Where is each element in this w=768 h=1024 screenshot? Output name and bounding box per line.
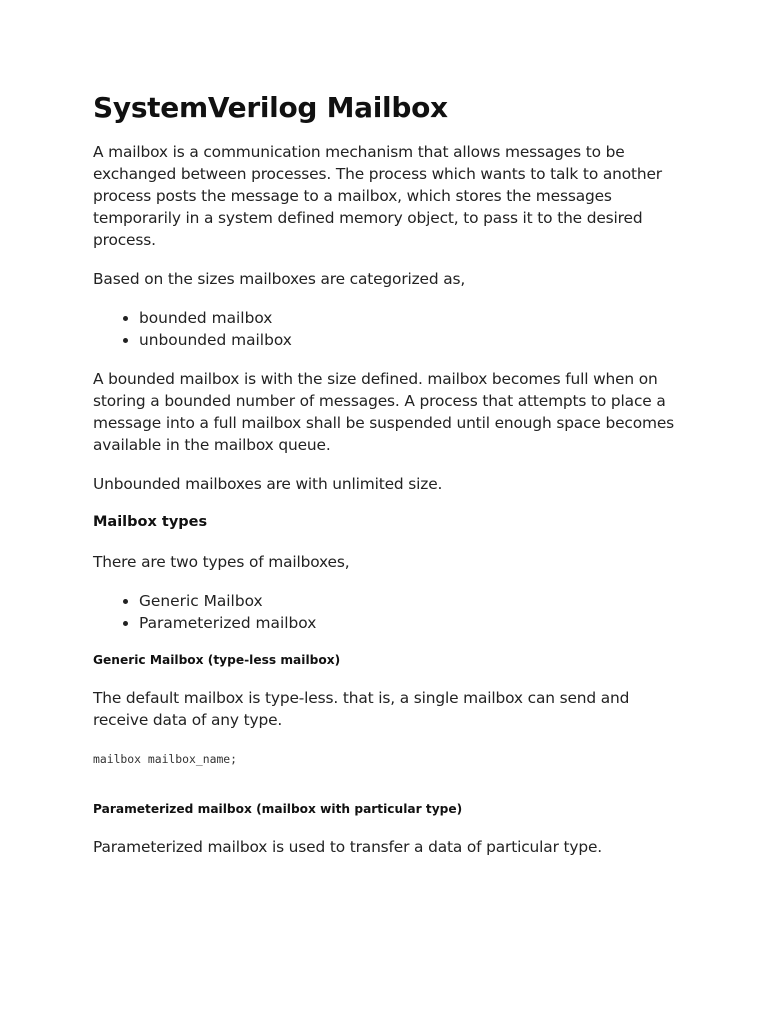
intro-paragraph: A mailbox is a communication mechanism that allows messages to be exchanged between processes. The process which wants to talk to another process posts the message to a mailbox, which stores the messages temporarily in a system defined memory object, to pass it to the desired process. bbox=[93, 143, 662, 249]
bounded-description: A bounded mailbox is with the size defined. mailbox becomes full when on storing a bounded number of messages. A process that attempts to place a message into a full mailbox shall be suspended until enough space becomes available in the mailbox queue. bbox=[93, 370, 675, 454]
parameterized-heading: Parameterized mailbox (mailbox with particular type) bbox=[93, 802, 463, 816]
parameterized-description: Parameterized mailbox is used to transfer a data of particular type. bbox=[93, 838, 603, 856]
sizes-intro-paragraph: Based on the sizes mailboxes are categorized as, bbox=[93, 270, 466, 288]
unbounded-description: Unbounded mailboxes are with unlimited size. bbox=[93, 475, 443, 493]
type-list bbox=[93, 590, 683, 634]
types-heading: Mailbox types bbox=[93, 514, 208, 530]
list-item: • Generic Mailbox bbox=[139, 590, 683, 612]
list-item: • Parameterized mailbox bbox=[139, 612, 683, 634]
generic-code-block: mailbox mailbox_name; bbox=[93, 752, 238, 766]
types-intro-paragraph: There are two types of mailboxes, bbox=[93, 553, 350, 571]
page-title: SystemVerilog Mailbox bbox=[93, 91, 448, 124]
list-item: • unbounded mailbox bbox=[139, 329, 683, 351]
generic-heading: Generic Mailbox (type-less mailbox) bbox=[93, 653, 341, 667]
generic-description: The default mailbox is type-less. that is, a single mailbox can send and receive data of any type. bbox=[93, 689, 630, 729]
article bbox=[93, 88, 683, 875]
list-item: • bounded mailbox bbox=[139, 307, 683, 329]
size-list bbox=[93, 307, 683, 351]
